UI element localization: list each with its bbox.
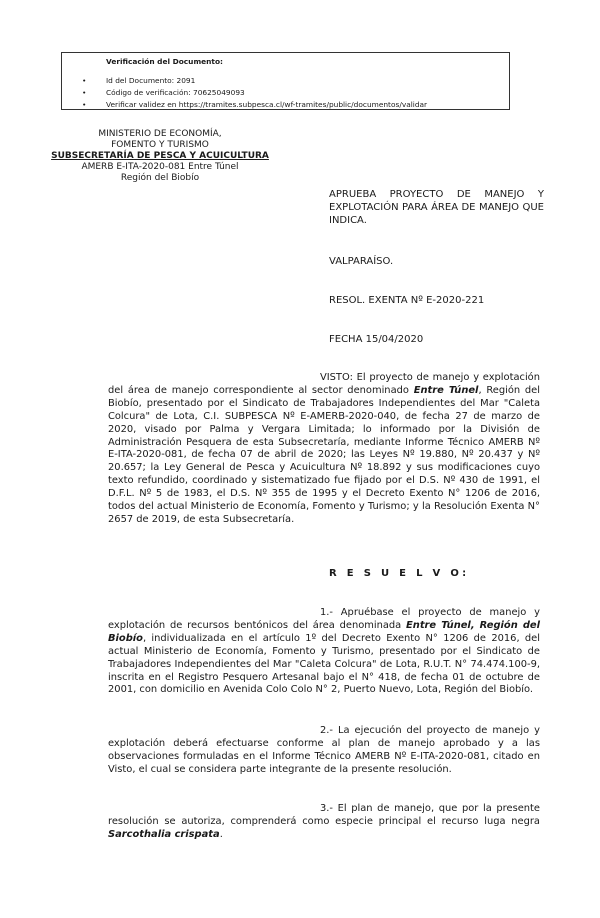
- ministry-line-1: MINISTERIO DE ECONOMÍA,: [98, 129, 222, 139]
- ministry-line-2: FOMENTO Y TURISMO: [111, 140, 209, 150]
- city-line: VALPARAÍSO.: [329, 256, 394, 267]
- resolution-date: FECHA 15/04/2020: [329, 334, 424, 345]
- subsecretaria-name: SUBSECRETARÍA DE PESCA Y ACUICULTURA: [51, 151, 269, 161]
- article-2: 2.- La ejecución del proyecto de manejo y explotación deberá efectuarse conforme al plan de manejo aprobado y a las observaciones formuladas en el Informe Técnico AMERB Nº E-ITA-2020-081, citado en Visto, el cual se considera parte integrante de la presente resolución.: [108, 725, 540, 775]
- verification-item-code: • Código de verificación: 70625049093: [82, 88, 245, 97]
- amerb-reference: AMERB E-ITA-2020-081 Entre Túnel: [81, 162, 239, 172]
- article-1-bold: Entre Túnel, Región del Biobío: [108, 619, 540, 644]
- article-1: 1.- Apruébase el proyecto de manejo y explotación de recursos bentónicos del área denominada Entre Túnel, Región del Biobío, individualizada en el artículo 1º del Decreto Exento N° 1206 de 2016, del actual Ministerio de Economía, Fomento y Turismo, presentado por el Sindicato de Trabajadores Independientes del Mar "Caleta Colcura" de Lota, R.U.T. N° 74.474.100-9, inscrita en el Registro Pesquero Artesanal bajo el N° 418, de fecha 01 de octubre de 2001, con domicilio en Avenida Colo Colo N° 2, Puerto Nuevo, Lota, Región del Biobío.: [108, 607, 540, 696]
- resolution-summary: APRUEBA PROYECTO DE MANEJO Y EXPLOTACIÓN PARA ÁREA DE MANEJO QUE INDICA.: [329, 189, 544, 226]
- resuelvo-heading: R E S U E L V O:: [329, 568, 470, 579]
- bullet-icon: •: [82, 76, 87, 85]
- species-name-bold: Sarcothalia crispata: [108, 828, 220, 840]
- verification-list: [82, 75, 427, 111]
- verification-item-url[interactable]: • Verificar validez en https://tramites.subpesca.cl/wf-tramites/public/documentos/validar: [82, 100, 428, 109]
- verification-box: [61, 52, 510, 110]
- bullet-icon: •: [82, 88, 87, 97]
- bullet-icon: •: [82, 100, 87, 109]
- institution-header: [20, 129, 300, 184]
- article-3: 3.- El plan de manejo, que por la presente resolución se autoriza, comprenderá como especie principal el recurso luga negra Sarcothalia crispata.: [108, 803, 540, 840]
- region-name: Región del Biobío: [120, 173, 200, 183]
- visto-paragraph: VISTO: El proyecto de manejo y explotación del área de manejo correspondiente al sector denominado Entre Túnel, Región del Biobío, presentado por el Sindicato de Trabajadores Independientes del Mar "Caleta Colcura" de Lota, C.I. SUBPESCA Nº E-AMERB-2020-040, de fecha 27 de marzo de 2020, visado por Palma y Vergara Limitada; lo informado por la División de Administración Pesquera de esta Subsecretaría, mediante Informe Técnico AMERB Nº E-ITA-2020-081, de fecha 07 de abril de 2020; las Leyes Nº 19.880, Nº 20.437 y Nº 20.657; la Ley General de Pesca y Acuicultura Nº 18.892 y sus modificaciones cuyo texto refundido, coordinado y sistematizado fue fijado por el D.S. Nº 430 de 1991, el D.F.L. Nº 5 de 1983, el D.S. Nº 355 de 1995 y el Decreto Exento N° 1206 de 2016, todos del actual Ministerio de Economía, Fomento y Turismo; y la Resolución Exenta N° 2657 de 2019, de esta Subsecretaría.: [108, 372, 540, 525]
- area-name-bold: Entre Túnel: [413, 384, 479, 396]
- resolution-number: RESOL. EXENTA Nº E-2020-221: [329, 295, 485, 306]
- verification-item-id: • Id del Documento: 2091: [82, 76, 196, 85]
- verification-title: Verificación del Documento:: [106, 57, 223, 66]
